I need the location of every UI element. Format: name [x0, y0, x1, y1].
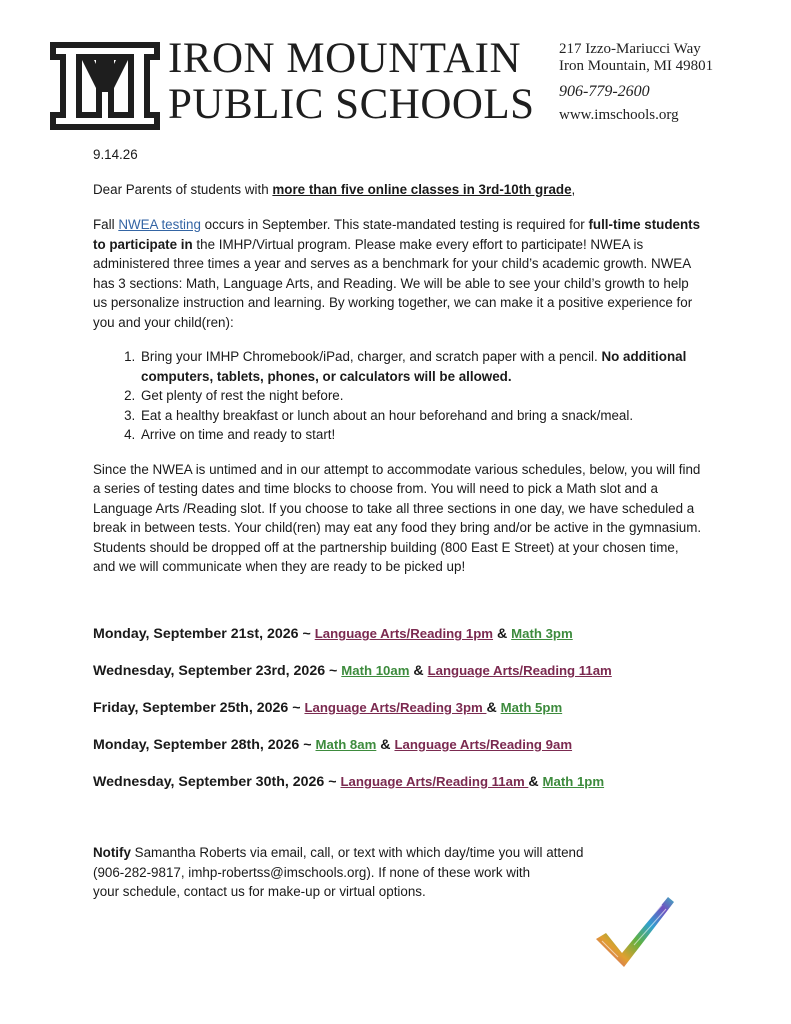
list-item: 4. Arrive on time and ready to start! — [139, 425, 703, 445]
tilde-separator: ~ — [299, 737, 316, 753]
intro-text-1: Fall — [93, 217, 119, 232]
list-item-1-bold: No additional computers, tablets, phones, or calculators will be allowed. — [141, 349, 687, 384]
tilde-separator: ~ — [288, 700, 305, 716]
tilde-separator: ~ — [324, 774, 341, 790]
schedule-row — [93, 624, 733, 661]
list-item — [139, 347, 703, 386]
school-name-line2: PUBLIC SCHOOLS — [168, 81, 535, 128]
notify-text: Samantha Roberts via email, call, or text with which day/time you will attend — [130, 845, 584, 860]
ampersand: & — [493, 626, 512, 642]
schedule-row — [93, 661, 733, 698]
list-item: 2. Get plenty of rest the night before. — [139, 386, 703, 406]
schedule-intro-paragraph: Since the NWEA is untimed and in our attempt to accommodate various schedules, below, you will find a series of testing dates and time blocks to choose from. You will need to pick a Math slot and a Language Arts /Reading slot. If you choose to take all three sections in one day, we have scheduled a break in between tests. Your child(ren) may eat any food they bring and/or be active in the gymnasium. Students should be dropped off at the partnership building (800 East E Street) at your chosen time, and we will communicate when they are ready to be picked up! — [93, 461, 702, 574]
math-slot-link[interactable]: Math 5pm — [500, 700, 563, 715]
greeting — [93, 180, 703, 200]
language-arts-slot-link[interactable]: Language Arts/Reading 9am — [394, 737, 573, 752]
language-arts-slot-link[interactable]: Language Arts/Reading 1pm — [314, 626, 494, 641]
contact-block — [559, 41, 713, 124]
schedule-row — [93, 735, 733, 772]
website: www.imschools.org — [559, 107, 679, 123]
ampersand: & — [528, 774, 543, 790]
school-name-line1: IRON MOUNTAIN — [168, 35, 521, 82]
language-arts-slot-link[interactable]: Language Arts/Reading 11am — [427, 663, 612, 678]
intro-text-2: occurs in September. This state-mandated testing is required for — [200, 217, 589, 232]
ampersand: & — [409, 663, 428, 679]
address-line2: Iron Mountain, MI 49801 — [559, 58, 714, 74]
phone-number: 906-779-2600 — [559, 83, 650, 100]
notify-line3: your schedule, contact us for make-up or virtual options. — [93, 884, 426, 899]
notify-line1 — [93, 843, 653, 863]
tilde-separator: ~ — [325, 663, 342, 679]
school-logo — [50, 42, 160, 130]
letter-date: 9.14.26 — [93, 147, 138, 162]
schedule-day: Monday, September 21st, 2026 — [93, 626, 299, 642]
schedule-row — [93, 772, 733, 809]
letter-body — [93, 145, 703, 577]
letterhead — [0, 0, 791, 140]
greeting-prefix: Dear Parents of students with — [93, 181, 273, 197]
ampersand: & — [486, 700, 501, 716]
notify-bold: Notify — [93, 845, 131, 860]
schedule-day: Friday, September 25th, 2026 — [93, 700, 289, 716]
language-arts-slot-link[interactable]: Language Arts/Reading 3pm — [304, 700, 487, 715]
math-slot-link[interactable]: Math 1pm — [542, 774, 605, 789]
math-slot-link[interactable]: Math 8am — [315, 737, 377, 752]
intro-text-3: the IMHP/Virtual program. Please make every effort to participate! NWEA is administered three times a year and serves as a benchmark for your child’s academic growth. NWEA has 3 sections: Math, Language Arts, and Reading. We will be able to see your child’s growth to help us personalize instruction and learning. By working together, we can make it a positive experience for you and your child(ren): — [93, 236, 693, 330]
intro-bold: full-time students to participate in — [93, 217, 701, 252]
notify-line2: (906-282-9817, imhp-robertss@imschools.org). If none of these work with — [93, 864, 531, 880]
tilde-separator: ~ — [298, 626, 315, 642]
list-item: 3. Eat a healthy breakfast or lunch about an hour beforehand and bring a snack/meal. — [139, 406, 703, 426]
language-arts-slot-link[interactable]: Language Arts/Reading 11am — [340, 774, 529, 789]
list-item-1-text: Bring your IMHP Chromebook/iPad, charger, and scratch paper with a pencil. — [141, 349, 602, 364]
greeting-suffix: , — [571, 181, 576, 197]
ampersand: & — [376, 737, 395, 753]
nwea-testing-link[interactable]: NWEA testing — [118, 217, 201, 232]
schedule-day: Wednesday, September 30th, 2026 — [93, 774, 325, 790]
math-slot-link[interactable]: Math 10am — [341, 663, 410, 678]
math-slot-link[interactable]: Math 3pm — [511, 626, 573, 641]
positive-checkmark-icon — [592, 893, 678, 973]
greeting-emphasis: more than five online classes in 3rd-10th grade — [272, 181, 572, 197]
notify-paragraph — [93, 843, 653, 902]
intro-paragraph — [93, 215, 703, 332]
schedule-day: Monday, September 28th, 2026 — [93, 737, 300, 753]
schedule-day: Wednesday, September 23rd, 2026 — [93, 663, 326, 679]
testing-schedule — [93, 624, 733, 809]
schedule-row — [93, 698, 733, 735]
address-line1: 217 Izzo-Mariucci Way — [559, 41, 701, 57]
preparation-list — [93, 347, 703, 445]
school-name — [168, 36, 535, 128]
